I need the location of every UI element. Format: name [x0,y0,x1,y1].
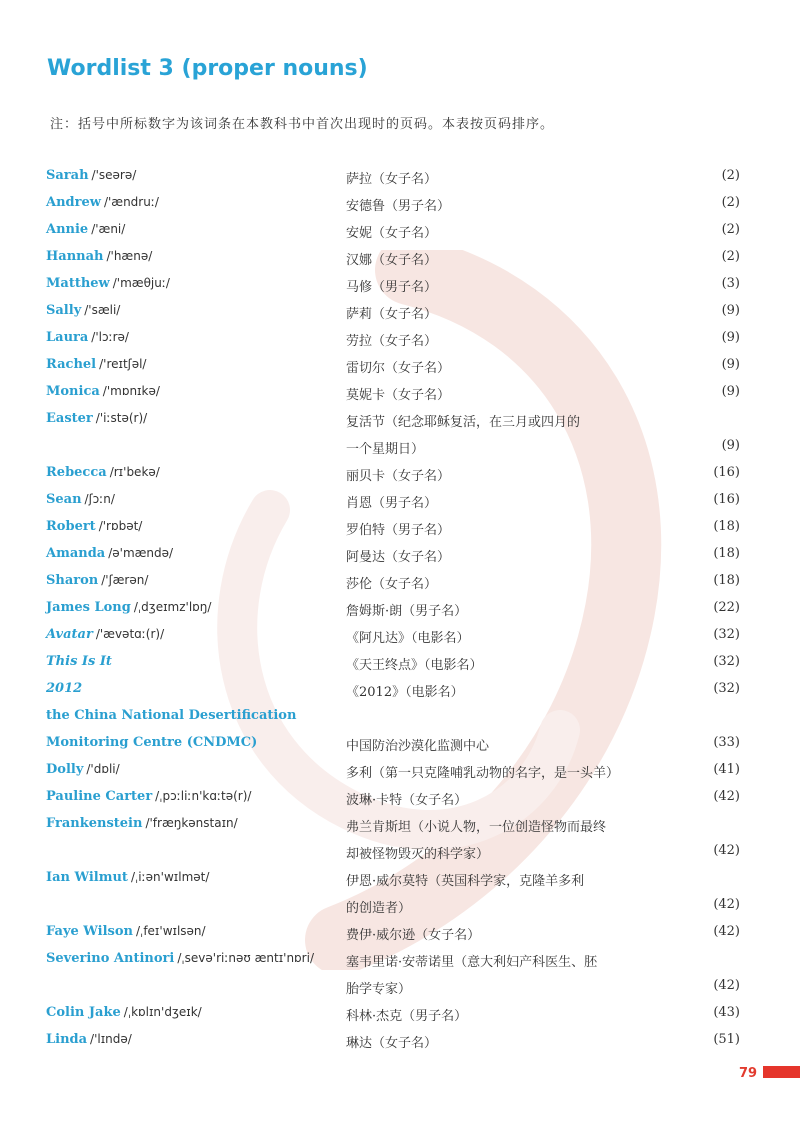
entry-term [46,438,49,453]
entry-pronunciation: /'æni/ [91,222,126,236]
entry-name: Rachel [46,357,97,372]
entry-name: Amanda [46,546,106,561]
list-item [46,812,740,839]
list-item [46,515,740,542]
entry-page: (42) [713,789,740,804]
list-item [46,326,740,353]
entry-page: (22) [713,600,740,615]
entry-name: Matthew [46,276,110,291]
entry-term [46,1032,132,1047]
entry-term [46,249,152,264]
entry-pronunciation: /'hænə/ [106,249,153,263]
page-title: Wordlist 3 (proper nouns) [47,56,368,81]
entry-name: Frankenstein [46,816,143,831]
entry-pronunciation: /'lɔːrə/ [91,330,129,344]
entry-name: Laura [46,330,89,345]
entry-name: Sarah [46,168,89,183]
entry-pronunciation: /'ʃærən/ [101,573,149,587]
list-item [46,893,740,920]
entry-pronunciation: /'fræŋkənstaɪn/ [145,816,238,830]
entry-page: (16) [713,492,740,507]
entry-meaning: 科林·杰克（男子名） [346,1009,468,1024]
entry-pronunciation: /'mɒnɪkə/ [102,384,160,398]
list-item [46,1001,740,1028]
entry-name: the China National Desertification [46,708,297,723]
entry-meaning: 丽贝卡（女子名） [346,469,451,484]
entry-term [46,519,142,534]
entry-term [46,168,136,183]
entry-name: Sean [46,492,82,507]
entry-name: Severino Antinori [46,951,175,966]
entry-name: Linda [46,1032,88,1047]
entry-term [46,978,49,993]
entry-term [46,1005,202,1020]
entry-meaning: 汉娜（女子名） [346,253,438,268]
entry-page: (9) [721,384,740,399]
entry-name: Colin Jake [46,1005,121,1020]
entry-page: (42) [713,843,740,858]
list-item [46,299,740,326]
entry-name: Pauline Carter [46,789,153,804]
list-item [46,569,740,596]
list-item [46,920,740,947]
entry-page: (2) [721,249,740,264]
entry-meaning: 《天王终点》（电影名） [346,658,483,673]
entry-pronunciation: /'iːstə(r)/ [95,411,148,425]
entry-page: (3) [721,276,740,291]
entry-name: Robert [46,519,96,534]
entry-meaning: 塞韦里诺·安蒂诺里（意大利妇产科医生、胚 [346,955,598,970]
entry-name: Faye Wilson [46,924,133,939]
list-item [46,758,740,785]
entry-pronunciation: /ˌkɒlɪn'dʒeɪk/ [123,1005,202,1019]
entry-term [46,654,115,669]
entry-meaning: 詹姆斯·朗（男子名） [346,604,468,619]
entry-term [46,816,238,831]
list-item [46,785,740,812]
list-item [46,488,740,515]
entry-page: (16) [713,465,740,480]
entry-meaning: 复活节（纪念耶稣复活，在三月或四月的 [346,415,581,430]
entry-pronunciation: /'rɒbət/ [98,519,143,533]
entry-meaning: 肖恩（男子名） [346,496,438,511]
wordlist [46,164,740,1055]
entry-name: Ian Wilmut [46,870,128,885]
list-item [46,164,740,191]
entry-meaning: 多利（第一只克隆哺乳动物的名字，是一头羊） [346,766,620,781]
entry-meaning: 莫妮卡（女子名） [346,388,451,403]
entry-meaning: 胎学专家） [346,982,412,997]
list-item [46,839,740,866]
entry-pronunciation: /ə'mændə/ [108,546,174,560]
entry-term [46,411,147,426]
entry-page: (32) [713,654,740,669]
entry-meaning: 阿曼达（女子名） [346,550,451,565]
entry-pronunciation: /'ændruː/ [103,195,159,209]
page-accent-bar [763,1066,800,1078]
list-item [46,461,740,488]
entry-term [46,276,170,291]
entry-pronunciation: /ˌdʒeɪmz'lɒŋ/ [133,600,212,614]
entry-term [46,951,314,966]
entry-page: (33) [713,735,740,750]
page-number: 79 [739,1066,758,1081]
entry-meaning: 萨莉（女子名） [346,307,438,322]
list-item [46,1028,740,1055]
list-item [46,947,740,974]
list-item [46,596,740,623]
entry-meaning: 《2012》（电影名） [346,685,464,700]
entry-page: (41) [713,762,740,777]
entry-term [46,762,120,777]
entry-name: 2012 [46,681,83,696]
entry-term [46,384,160,399]
entry-page: (42) [713,924,740,939]
entry-name: Dolly [46,762,84,777]
list-item [46,353,740,380]
list-item [46,380,740,407]
entry-name: Annie [46,222,89,237]
entry-pronunciation: /'seərə/ [91,168,137,182]
entry-page: (9) [721,357,740,372]
entry-meaning: 琳达（女子名） [346,1036,438,1051]
entry-pronunciation: /'mæθjuː/ [112,276,170,290]
entry-name: Sharon [46,573,99,588]
entry-pronunciation: /'dɒli/ [86,762,120,776]
entry-term [46,681,85,696]
entry-meaning: 费伊·威尔逊（女子名） [346,928,481,943]
entry-name: Andrew [46,195,101,210]
entry-term [46,330,129,345]
list-item [46,650,740,677]
list-item [46,704,740,731]
entry-term [46,573,148,588]
entry-term [46,870,209,885]
entry-pronunciation: /ˌiːən'wɪlmət/ [130,870,210,884]
entry-meaning: 劳拉（女子名） [346,334,438,349]
entry-meaning: 马修（男子名） [346,280,438,295]
entry-page: (32) [713,627,740,642]
note-text: 注：括号中所标数字为该词条在本教科书中首次出现时的页码。本表按页码排序。 [50,117,555,132]
entry-page: (32) [713,681,740,696]
entry-meaning: 伊恩·威尔莫特（英国科学家，克隆羊多利 [346,874,585,889]
entry-meaning: 弗兰肯斯坦（小说人物，一位创造怪物而最终 [346,820,607,835]
entry-pronunciation: /ˌpɔːliːn'kɑːtə(r)/ [155,789,252,803]
entry-term [46,600,211,615]
entry-term [46,546,173,561]
entry-meaning: 的创造者） [346,901,412,916]
list-item [46,191,740,218]
entry-meaning: 却被怪物毁灭的科学家） [346,847,490,862]
entry-name: James Long [46,600,131,615]
entry-meaning: 莎伦（女子名） [346,577,438,592]
entry-page: (18) [713,573,740,588]
entry-name: Hannah [46,249,104,264]
entry-pronunciation: /ˌsevə'riːnəʊ æntɪ'nɒri/ [177,951,314,965]
entry-meaning: 波琳·卡特（女子名） [346,793,468,808]
list-item [46,731,740,758]
entry-name: Avatar [46,627,93,642]
entry-name: This Is It [46,654,112,669]
entry-name: Monica [46,384,100,399]
entry-page: (9) [721,330,740,345]
entry-page: (2) [721,168,740,183]
entry-page: (42) [713,897,740,912]
entry-page: (2) [721,222,740,237]
list-item [46,677,740,704]
entry-term [46,465,160,480]
entry-name: Rebecca [46,465,107,480]
entry-page: (18) [713,519,740,534]
entry-pronunciation: /'lɪndə/ [90,1032,132,1046]
entry-term [46,195,159,210]
list-item [46,218,740,245]
entry-term [46,357,146,372]
list-item [46,542,740,569]
entry-name: Monitoring Centre (CNDMC) [46,735,258,750]
list-item [46,866,740,893]
entry-term [46,492,115,507]
entry-meaning: 一个星期日） [346,442,425,457]
entry-meaning: 安妮（女子名） [346,226,438,241]
entry-meaning: 罗伯特（男子名） [346,523,451,538]
entry-meaning: 安德鲁（男子名） [346,199,451,214]
list-item [46,272,740,299]
entry-pronunciation: /ʃɔːn/ [84,492,115,506]
entry-page: (18) [713,546,740,561]
list-item [46,407,740,434]
entry-pronunciation: /rɪ'bekə/ [109,465,160,479]
entry-name: Sally [46,303,82,318]
entry-pronunciation: /ˌfeɪ'wɪlsən/ [135,924,206,938]
list-item [46,245,740,272]
entry-term [46,843,49,858]
entry-term [46,708,299,723]
entry-name: Easter [46,411,93,426]
entry-meaning: 《阿凡达》（电影名） [346,631,470,646]
entry-term [46,789,251,804]
entry-meaning: 萨拉（女子名） [346,172,438,187]
entry-pronunciation: /'reɪtʃəl/ [99,357,147,371]
entry-term [46,897,49,912]
entry-page: (42) [713,978,740,993]
entry-term [46,735,260,750]
entry-term [46,627,164,642]
entry-term [46,303,120,318]
entry-term [46,222,125,237]
list-item [46,974,740,1001]
entry-page: (43) [713,1005,740,1020]
list-item [46,434,740,461]
entry-page: (9) [721,438,740,453]
entry-page: (9) [721,303,740,318]
entry-meaning: 中国防治沙漠化监测中心 [346,739,490,754]
entry-term [46,924,206,939]
entry-page: (2) [721,195,740,210]
entry-meaning: 雷切尔（女子名） [346,361,451,376]
entry-pronunciation: /'ævətɑː(r)/ [95,627,165,641]
entry-pronunciation: /'sæli/ [84,303,121,317]
list-item [46,623,740,650]
entry-page: (51) [713,1032,740,1047]
